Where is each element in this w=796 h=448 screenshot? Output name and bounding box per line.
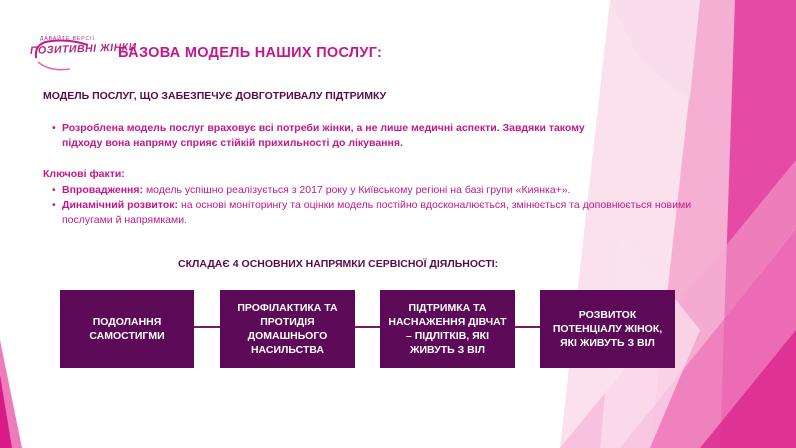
key-fact-item [52, 198, 692, 228]
bullet-dot-icon: • [52, 184, 56, 196]
direction-label: ПОДОЛАННЯ САМОСТИГМИ [89, 316, 165, 342]
direction-label: ПІДТРИМКА ТА НАСНАЖЕННЯ ДІВЧАТ – ПІДЛІТКІВ, ЯКІ ЖИВУТЬ З ВІЛ [388, 302, 507, 356]
section-title: СКЛАДАЄ 4 ОСНОВНИХ НАПРЯМКИ СЕРВІСНОЇ ДІЯЛЬНОСТІ: [178, 258, 499, 270]
bullet-dot-icon: • [52, 199, 56, 211]
key-fact-item [52, 183, 692, 198]
slide-subtitle: МОДЕЛЬ ПОСЛУГ, ЩО ЗАБЕЗПЕЧУЄ ДОВГОТРИВАЛУ ПІДТРИМКУ [43, 90, 387, 102]
logo-main-text: ПОЗИТИВНІ ЖІНКИ [29, 41, 137, 57]
direction-label: ПРОФІЛАКТИКА ТА ПРОТИДІЯ ДОМАШНЬОГО НАСИЛЬСТВА [237, 302, 338, 356]
bullet-dot-icon: • [52, 122, 56, 134]
key-fact-text: модель успішно реалізується з 2017 року у Київському регіоні на базі групи «Киянка+». [143, 184, 571, 196]
main-bullet [52, 121, 612, 151]
logo-small-text: ДАВАЙТЕ ВЕРСІЇ [40, 36, 95, 42]
key-fact-label: Впровадження: [62, 184, 144, 196]
direction-box [380, 290, 515, 368]
direction-box [60, 290, 194, 368]
direction-label: РОЗВИТОК ПОТЕНЦІАЛУ ЖІНОК, ЯКІ ЖИВУТЬ З ВІЛ [552, 309, 663, 349]
direction-box [540, 290, 675, 368]
key-fact-text: на основі моніторингу та оцінки модель постійно вдосконалюється, змінюється та доповнюється новими послугами й напрямками. [62, 199, 692, 226]
direction-box [220, 290, 355, 368]
main-bullet-text: Розроблена модель послуг враховує всі потреби жінки, а не лише медичні аспекти. Завдяки такому підходу вона напряму сприяє стійкій прихильності до лікування. [62, 122, 585, 149]
slide-title: БАЗОВА МОДЕЛЬ НАШИХ ПОСЛУГ: [118, 45, 383, 61]
key-facts-title: Ключові факти: [43, 168, 125, 180]
key-fact-label: Динамічний розвиток: [62, 199, 179, 211]
